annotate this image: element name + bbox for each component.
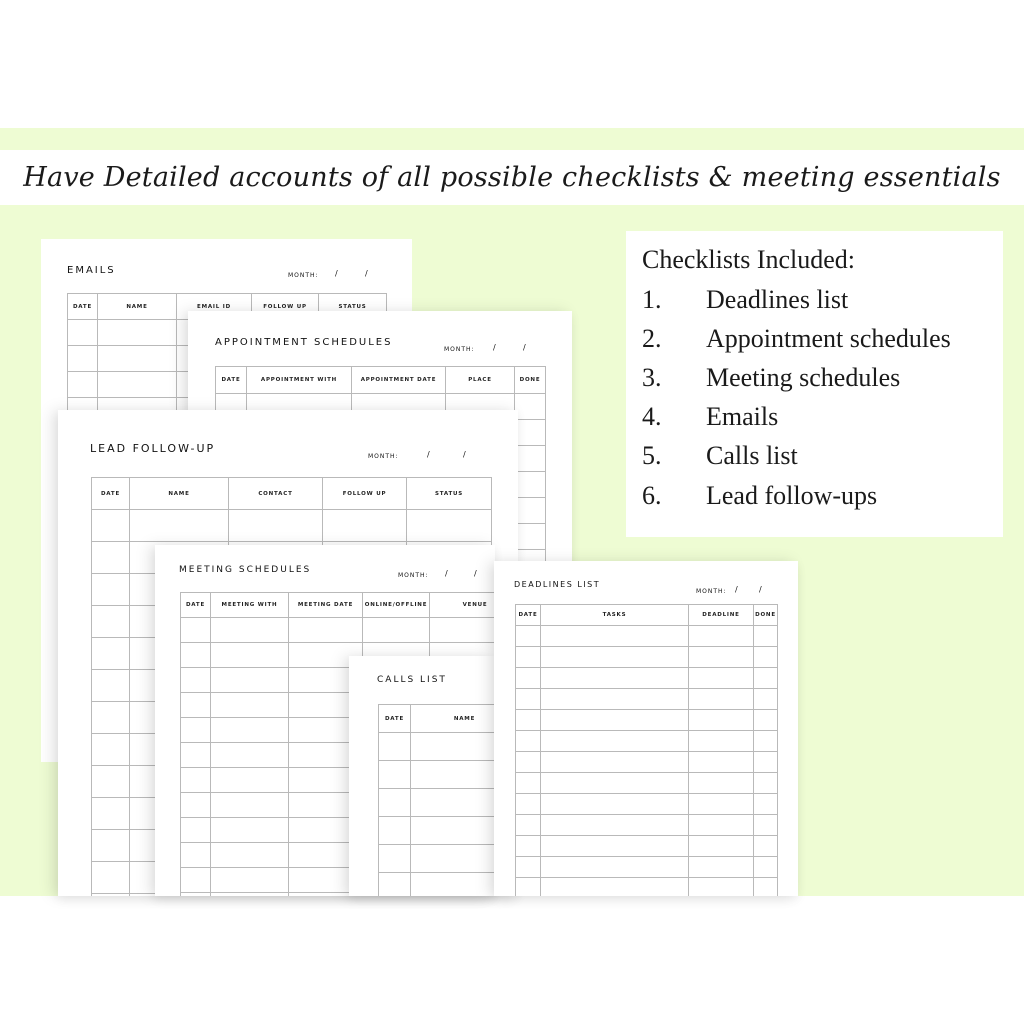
column-header: NAME bbox=[130, 478, 229, 510]
deadlines-table bbox=[515, 604, 778, 896]
table-row bbox=[516, 626, 778, 647]
checklist-item-number: 6. bbox=[642, 481, 662, 510]
checklist-item-number: 4. bbox=[642, 402, 662, 431]
lead-month-label: MONTH: bbox=[368, 453, 399, 460]
column-header: NAME bbox=[98, 294, 177, 320]
column-header: DATE bbox=[181, 593, 211, 618]
calls-list-sheet bbox=[349, 656, 494, 896]
lead-month-slash-2: / bbox=[463, 450, 466, 459]
table-row bbox=[181, 618, 496, 643]
column-header: MEETING WITH bbox=[211, 593, 289, 618]
deadlines-month-slash-1: / bbox=[735, 585, 738, 594]
column-header: FOLLOW UP bbox=[252, 294, 319, 320]
column-header: DATE bbox=[216, 367, 247, 394]
checklist-item-number: 2. bbox=[642, 324, 662, 353]
top-accent-stripe bbox=[0, 128, 1024, 150]
calls-title: CALLS LIST bbox=[377, 675, 447, 685]
checklist-item-label: Appointment schedules bbox=[706, 324, 951, 353]
table-row bbox=[516, 689, 778, 710]
column-header: DEADLINE bbox=[689, 605, 754, 626]
table-row bbox=[516, 878, 778, 897]
emails-title: EMAILS bbox=[67, 265, 116, 276]
emails-month-label: MONTH: bbox=[288, 272, 319, 279]
column-header: PLACE bbox=[446, 367, 515, 394]
deadlines-month-label: MONTH: bbox=[696, 588, 727, 595]
column-header: MEETING DATE bbox=[289, 593, 363, 618]
appointments-month-label: MONTH: bbox=[444, 346, 475, 353]
deadlines-list-sheet bbox=[494, 561, 798, 896]
table-row bbox=[379, 761, 495, 789]
table-row bbox=[516, 710, 778, 731]
meeting-month-slash-1: / bbox=[445, 569, 448, 578]
column-header: EMAIL ID bbox=[177, 294, 252, 320]
column-header: FOLLOW UP bbox=[323, 478, 407, 510]
column-header: CONTACT bbox=[229, 478, 323, 510]
table-row bbox=[379, 733, 495, 761]
table-row bbox=[516, 668, 778, 689]
column-header: DATE bbox=[379, 705, 411, 733]
emails-month-slash-1: / bbox=[335, 269, 338, 278]
checklist-item-label: Deadlines list bbox=[706, 285, 849, 314]
appointments-month-slash-1: / bbox=[493, 343, 496, 352]
checklist-item-number: 1. bbox=[642, 285, 662, 314]
checklist-item-number: 3. bbox=[642, 363, 662, 392]
column-header: ONLINE/OFFLINE bbox=[363, 593, 430, 618]
meeting-month-label: MONTH: bbox=[398, 572, 429, 579]
column-header: DATE bbox=[92, 478, 130, 510]
table-row bbox=[516, 857, 778, 878]
appointments-title: APPOINTMENT SCHEDULES bbox=[215, 337, 393, 348]
table-row bbox=[379, 817, 495, 845]
table-row bbox=[516, 773, 778, 794]
table-row bbox=[92, 510, 492, 542]
table-row bbox=[516, 752, 778, 773]
table-row bbox=[516, 815, 778, 836]
column-header: DATE bbox=[516, 605, 541, 626]
column-header: DONE bbox=[515, 367, 546, 394]
lead-title: LEAD FOLLOW-UP bbox=[90, 442, 216, 455]
checklist-item-label: Emails bbox=[706, 402, 779, 431]
column-header: APPOINTMENT DATE bbox=[352, 367, 446, 394]
table-row bbox=[379, 845, 495, 873]
deadlines-title: DEADLINES LIST bbox=[514, 580, 601, 589]
emails-month-slash-2: / bbox=[365, 269, 368, 278]
column-header: DATE bbox=[68, 294, 98, 320]
checklist-item-label: Calls list bbox=[706, 441, 798, 470]
column-header: NAME bbox=[411, 705, 495, 733]
column-header: TASKS bbox=[541, 605, 689, 626]
checklist-item-label: Lead follow-ups bbox=[706, 481, 878, 510]
column-header: APPOINTMENT WITH bbox=[247, 367, 352, 394]
checklists-included-box bbox=[626, 231, 1003, 537]
calls-table bbox=[378, 704, 494, 896]
checklist-item-label: Meeting schedules bbox=[706, 363, 901, 392]
table-row bbox=[516, 794, 778, 815]
deadlines-month-slash-2: / bbox=[759, 585, 762, 594]
column-header: STATUS bbox=[319, 294, 387, 320]
appointments-month-slash-2: / bbox=[523, 343, 526, 352]
meeting-title: MEETING SCHEDULES bbox=[179, 565, 312, 575]
table-row bbox=[379, 789, 495, 817]
meeting-month-slash-2: / bbox=[474, 569, 477, 578]
headline-text: Have Detailed accounts of all possible checklists & meeting essentials bbox=[23, 162, 1001, 193]
lead-month-slash-1: / bbox=[427, 450, 430, 459]
column-header: DONE bbox=[754, 605, 778, 626]
checklists-title: Checklists Included: bbox=[642, 245, 856, 274]
table-row bbox=[379, 873, 495, 897]
table-row bbox=[516, 647, 778, 668]
table-row bbox=[516, 731, 778, 752]
checklist-item-number: 5. bbox=[642, 441, 662, 470]
column-header: VENUE bbox=[430, 593, 496, 618]
column-header: STATUS bbox=[407, 478, 492, 510]
headline-banner bbox=[0, 150, 1024, 205]
table-row bbox=[516, 836, 778, 857]
